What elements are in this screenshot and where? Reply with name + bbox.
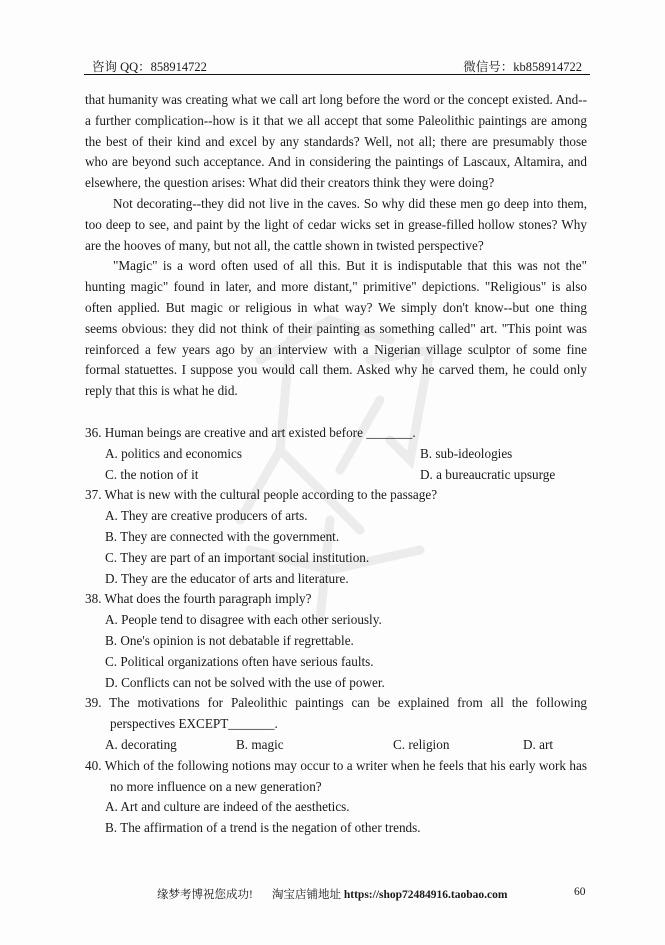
header-wechat-contact: 微信号：kb858914722 <box>463 60 582 74</box>
page-number: 60 <box>574 886 586 898</box>
question-number: 36. <box>85 424 102 440</box>
question-stem: What is new with the cultural people according to the passage? <box>104 487 438 503</box>
footer-shop-label: 淘宝店铺地址 <box>272 889 341 901</box>
footer-shop <box>272 886 507 902</box>
option-c: C. Political organizations often have serious faults. <box>105 653 374 669</box>
option-a: A. politics and economics <box>105 445 242 461</box>
footer-shop-link[interactable]: https://shop72484916.taobao.com <box>343 889 508 901</box>
option-c: C. religion <box>393 736 450 752</box>
option-c: C. the notion of it <box>105 466 199 482</box>
option-b: B. They are connected with the government. <box>105 528 340 544</box>
passage-paragraph-3: "Magic" is a word often used of all this. But it is indisputable that this was not the" hunting magic" found in later, and more distant," primitive" depictions. "Religious" is also often applied. But magic or religious in what way? We simply don't know--but one thing seems obvious: they did not think of their painting as something called" art. "This point was reinforced a few years ago by an interview with a Nigerian village sculptor of some fine formal statuettes. I suppose you would call them. Asked why he carved them, he could only reply that this is what he did. <box>85 258 587 399</box>
passage-paragraph-1: that humanity was creating what we call art long before the word or the concept existed. And--a further complication--how is it that we all accept that some Paleolithic paintings are among the best of their kind and excel by any standards? Well, not all; there are presumably those who are beyond such acceptance. And in considering the paintings of Lascaux, Altamira, and elsewhere, the question arises: What did their creators think they were doing? <box>85 92 587 191</box>
option-d: D. a bureaucratic upsurge <box>420 466 556 482</box>
question-38 <box>85 589 587 693</box>
document-body <box>85 90 587 839</box>
question-40 <box>85 756 587 839</box>
option-b: B. magic <box>236 736 284 752</box>
header-qq-contact: 咨询 QQ：858914722 <box>92 60 207 74</box>
question-number: 39. <box>85 695 102 711</box>
option-b: B. One's opinion is not debatable if regrettable. <box>105 632 354 648</box>
option-b: B. sub-ideologies <box>420 445 513 461</box>
question-36 <box>85 423 587 485</box>
question-number: 40. <box>85 757 102 773</box>
question-number: 37. <box>85 487 102 503</box>
option-d: D. art <box>523 736 554 752</box>
option-a: A. They are creative producers of arts. <box>105 508 308 524</box>
question-37 <box>85 485 587 589</box>
option-a: A. Art and culture are indeed of the aesthetics. <box>105 799 350 815</box>
question-stem: What does the fourth paragraph imply? <box>104 591 312 607</box>
option-a: A. decorating <box>105 736 177 752</box>
question-stem: The motivations for Paleolithic paintings can be explained from all the following perspectives EXCEPT_______. <box>109 695 588 732</box>
option-d: D. Conflicts can not be solved with the use of power. <box>105 674 385 690</box>
passage-paragraph-2: Not decorating--they did not live in the caves. So why did these men go deep into them, too deep to see, and paint by the light of cedar wicks set in grease-filled hollow stones? Why are the hooves of many, but not all, the cattle shown in twisted perspective? <box>85 195 587 253</box>
option-c: C. They are part of an important social institution. <box>105 549 370 565</box>
option-d: D. They are the educator of arts and literature. <box>105 570 349 586</box>
page-header <box>84 52 590 75</box>
question-stem: Which of the following notions may occur to a writer when he feels that his early work has no more influence on a new generation? <box>104 757 588 794</box>
question-39 <box>85 693 587 755</box>
footer-slogan: 缘梦考博祝您成功! <box>157 889 253 901</box>
question-stem: Human beings are creative and art existed before _______. <box>104 424 416 440</box>
option-a: A. People tend to disagree with each other seriously. <box>105 612 382 628</box>
option-b: B. The affirmation of a trend is the negation of other trends. <box>105 820 421 836</box>
question-number: 38. <box>85 591 102 607</box>
